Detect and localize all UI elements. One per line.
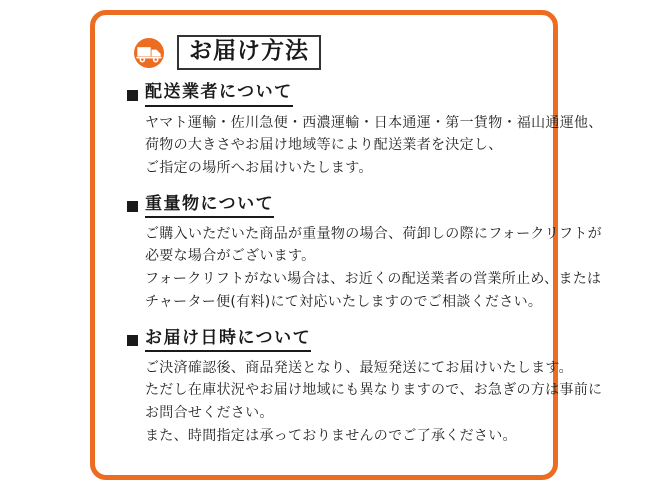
delivery-truck-icon xyxy=(129,37,169,69)
body-line: ご決済確認後、商品発送となり、最短発送にてお届けいたします。 xyxy=(145,359,573,376)
section-heading-row xyxy=(127,194,535,218)
filled-square-bullet-icon xyxy=(127,90,138,101)
section-heavy-items xyxy=(127,193,602,314)
body-line: 必要な場合がございます。 xyxy=(145,248,316,265)
panel-title: お届け方法 xyxy=(189,38,309,64)
body-line: ヤマト運輸・佐川急便・西濃運輸・日本通運・第一貨物・福山通運他、 xyxy=(145,114,603,131)
section-heading-row xyxy=(127,82,535,106)
body-line: ご購入いただいた商品が重量物の場合、荷卸しの際にフォークリフトが xyxy=(145,225,602,242)
info-panel xyxy=(90,10,603,480)
section-body xyxy=(145,357,603,448)
section-body xyxy=(145,223,602,314)
section-heading: 重量物について xyxy=(145,194,274,218)
body-line: フォークリフトがない場合は、お近くの配送業者の営業所止め、または xyxy=(145,271,602,288)
body-line: お問合せください。 xyxy=(145,405,274,422)
section-heading-row xyxy=(127,328,535,352)
panel-header xyxy=(129,35,535,70)
section-delivery-datetime xyxy=(127,327,603,448)
filled-square-bullet-icon xyxy=(127,201,138,212)
body-line: ただし在庫状況やお届け地域にも異なりますので、お急ぎの方は事前に xyxy=(145,382,603,399)
body-line: チャーター便(有料)にて対応いたしますのでご相談ください。 xyxy=(145,293,543,310)
info-panel-content xyxy=(95,15,603,475)
section-heading: お届け日時について xyxy=(145,328,311,352)
section-heading: 配送業者について xyxy=(145,82,293,106)
section-shipping-carriers xyxy=(127,82,603,179)
section-body xyxy=(145,112,603,180)
body-line: ご指定の場所へお届けいたします。 xyxy=(145,159,373,176)
body-line: また、時間指定は承っておりませんのでご了承ください。 xyxy=(145,427,517,444)
filled-square-bullet-icon xyxy=(127,335,138,346)
body-line: 荷物の大きさやお届け地域等により配送業者を決定し、 xyxy=(145,137,503,154)
panel-title-box xyxy=(177,35,321,70)
